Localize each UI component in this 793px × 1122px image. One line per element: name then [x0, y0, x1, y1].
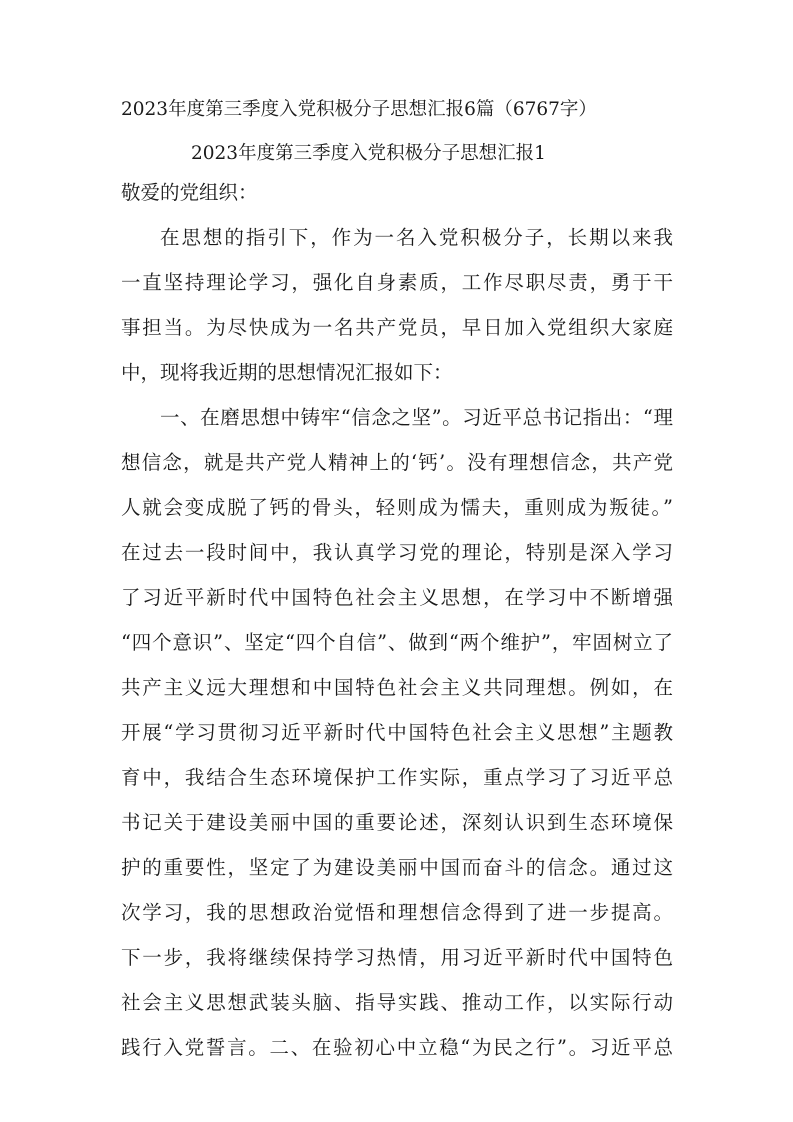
paragraph-line: 书记关于建设美丽中国的重要论述，深刻认识到生态环境保 [121, 811, 673, 834]
paragraph-line: 育中，我结合生态环境保护工作实际，重点学习了习近平总 [121, 766, 673, 789]
paragraph-line: 在思想的指引下，作为一名入党积极分子，长期以来我 [160, 226, 673, 249]
document-title: 2023年度第三季度入党积极分子思想汇报6篇（6767字） [121, 99, 597, 120]
paragraph-line: 践行入党誓言。二、在验初心中立稳“为民之行”。习近平总 [121, 1036, 673, 1059]
paragraph-line: 事担当。为尽快成为一名共产党员，早日加入党组织大家庭 [121, 316, 673, 339]
paragraph-line: 人就会变成脱了钙的骨头，轻则成为懦夫，重则成为叛徒。” [121, 496, 673, 519]
paragraph-line: 社会主义思想武装头脑、指导实践、推动工作，以实际行动 [121, 991, 673, 1014]
paragraph-line: 一直坚持理论学习，强化自身素质，工作尽职尽责，勇于干 [121, 271, 673, 294]
paragraph-line: 了习近平新时代中国特色社会主义思想，在学习中不断增强 [121, 586, 673, 609]
paragraph-line: 中，现将我近期的思想情况汇报如下： [121, 361, 453, 384]
document-subtitle: 2023年度第三季度入党积极分子思想汇报1 [191, 143, 546, 164]
paragraph-line: “四个意识”、坚定“四个自信”、做到“两个维护”，牢固树立了 [121, 631, 673, 654]
paragraph-line: 次学习，我的思想政治觉悟和理想信念得到了进一步提高。 [121, 901, 673, 924]
paragraph-line: 想信念，就是共产党人精神上的‘钙’。没有理想信念，共产党 [121, 451, 673, 474]
paragraph-line: 下一步，我将继续保持学习热情，用习近平新时代中国特色 [121, 946, 673, 969]
paragraph-line: 在过去一段时间中，我认真学习党的理论，特别是深入学习 [121, 541, 673, 564]
salutation: 敬爱的党组织： [121, 181, 258, 204]
paragraph-line: 一、在磨思想中铸牢“信念之坚”。习近平总书记指出：“理 [160, 406, 673, 429]
paragraph-line: 共产主义远大理想和中国特色社会主义共同理想。例如，在 [121, 676, 673, 699]
paragraph-line: 开展“学习贯彻习近平新时代中国特色社会主义思想”主题教 [121, 721, 673, 744]
paragraph-line: 护的重要性，坚定了为建设美丽中国而奋斗的信念。通过这 [121, 856, 673, 879]
